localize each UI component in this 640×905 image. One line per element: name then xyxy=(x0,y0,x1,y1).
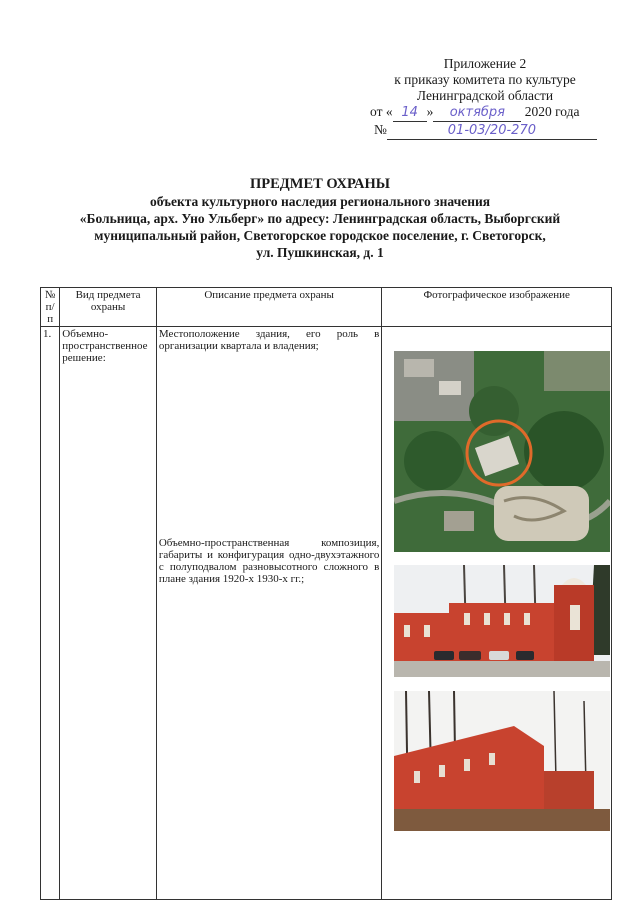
title-line-2: объекта культурного наследия регионального значения xyxy=(149,194,491,209)
date-suffix: 2020 года xyxy=(524,104,580,119)
annex-title: Приложение 2 xyxy=(443,56,527,71)
row-number: 1. xyxy=(41,327,60,900)
annex-header xyxy=(360,56,610,140)
header-number: № п/п xyxy=(41,288,60,327)
title-heading: ПРЕДМЕТ ОХРАНЫ xyxy=(249,176,391,192)
document-title xyxy=(20,175,620,261)
num-prefix: № xyxy=(374,122,387,137)
row-photos xyxy=(382,327,612,900)
description-composition: Объемно-пространственная композиция, габариты и конфигурация одно-двухэтажного с полуподвалом разновысотного сложного в плане здания 1920-х 1930-х гг.; xyxy=(158,537,380,585)
protection-table xyxy=(40,287,612,900)
date-day: 14 xyxy=(393,105,427,122)
title-line-3: «Больница, арх. Уно Ульберг» по адресу: Ленинградская область, Выборгский xyxy=(79,211,561,226)
header-type: Вид предмета охраны xyxy=(60,288,157,327)
row-type: Объемно-пространственное решение: xyxy=(60,327,157,900)
table-header-row xyxy=(41,288,612,327)
title-line-5: ул. Пушкинская, д. 1 xyxy=(256,245,384,260)
annex-region: Ленинградской области xyxy=(416,88,554,103)
aerial-photo xyxy=(394,351,610,552)
facade-photo xyxy=(394,565,610,677)
date-mid: » xyxy=(426,104,434,119)
title-line-4: муниципальный район, Светогорское городское поселение, г. Светогорск, xyxy=(94,228,546,243)
annex-date xyxy=(360,104,610,122)
annex-number xyxy=(360,122,610,140)
row-description xyxy=(156,327,382,900)
description-location: Местоположение здания, его роль в организации квартала и владения; xyxy=(158,328,380,352)
date-month: октября xyxy=(433,105,521,122)
num-value: 01-03/20-270 xyxy=(387,123,597,140)
annex-order-ref: к приказу комитета по культуре xyxy=(394,72,576,87)
header-photo: Фотографическое изображение xyxy=(382,288,612,327)
header-description: Описание предмета охраны xyxy=(156,288,382,327)
date-prefix: от « xyxy=(370,104,393,119)
side-wall-photo xyxy=(394,691,610,831)
table-row xyxy=(41,327,612,900)
